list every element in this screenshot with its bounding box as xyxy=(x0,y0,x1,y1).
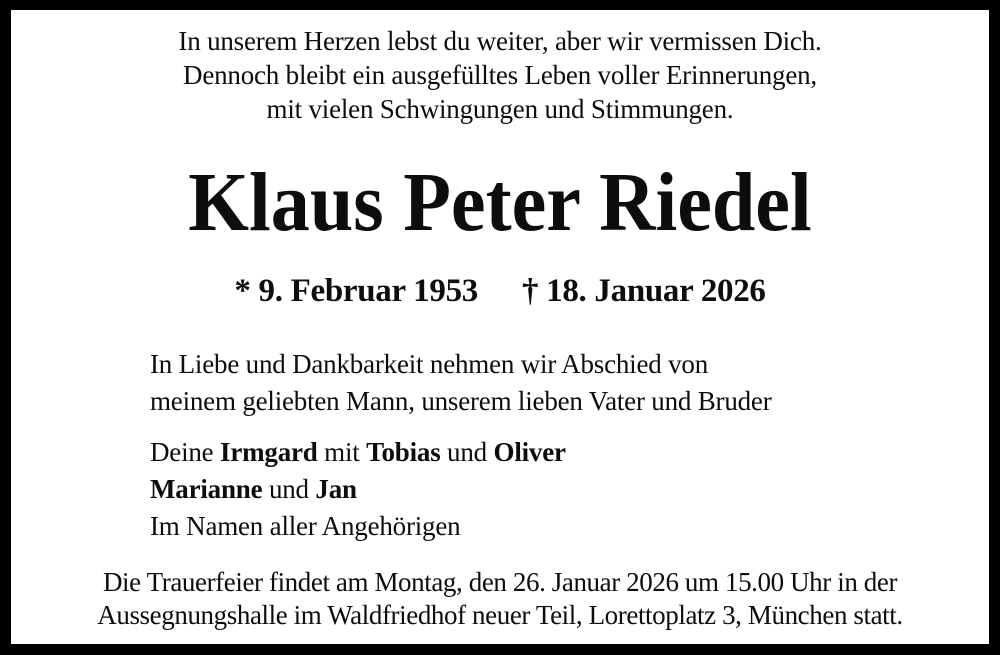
mourners-text: und xyxy=(440,437,494,467)
farewell-line-2: meinem geliebten Mann, unserem lieben Vater und Bruder xyxy=(150,386,772,416)
mourner-name-irmgard: Irmgard xyxy=(220,437,318,467)
mourner-name-tobias: Tobias xyxy=(366,437,441,467)
mourners-text: und xyxy=(262,474,316,504)
opening-line-3: mit vielen Schwingungen und Stimmungen. xyxy=(266,94,734,124)
funeral-details xyxy=(11,566,989,632)
deceased-name: Klaus Peter Riedel xyxy=(188,156,812,249)
mourners-text: mit xyxy=(317,437,367,467)
death-date: † 18. Januar 2026 xyxy=(521,273,766,309)
life-dates xyxy=(11,270,989,312)
mourner-name-jan: Jan xyxy=(315,474,357,504)
farewell-line-1: In Liebe und Dankbarkeit nehmen wir Abschied von xyxy=(150,349,708,379)
mourner-name-oliver: Oliver xyxy=(493,437,566,467)
funeral-line-1: Die Trauerfeier findet am Montag, den 26. Januar 2026 um 15.00 Uhr in der xyxy=(102,567,898,597)
funeral-line-2: Aussegnungshalle im Waldfriedhof neuer Teil, Lorettoplatz 3, München statt. xyxy=(97,600,903,630)
farewell-paragraph xyxy=(150,346,950,420)
closing-line: Im Namen aller Angehörigen xyxy=(150,511,461,541)
obituary-card xyxy=(11,10,989,644)
opening-line-1: In unserem Herzen lebst du weiter, aber wir vermissen Dich. xyxy=(178,26,822,56)
mourners-text: Deine xyxy=(150,437,221,467)
mourner-name-marianne: Marianne xyxy=(150,474,263,504)
opening-line-2: Dennoch bleibt ein ausgefülltes Leben voller Erinnerungen, xyxy=(183,60,817,90)
mourners-line-2 xyxy=(150,471,950,508)
mourners-line-1 xyxy=(150,434,950,471)
birth-date: * 9. Februar 1953 xyxy=(234,273,478,309)
mourners-block xyxy=(150,434,950,545)
opening-verse xyxy=(11,24,989,126)
